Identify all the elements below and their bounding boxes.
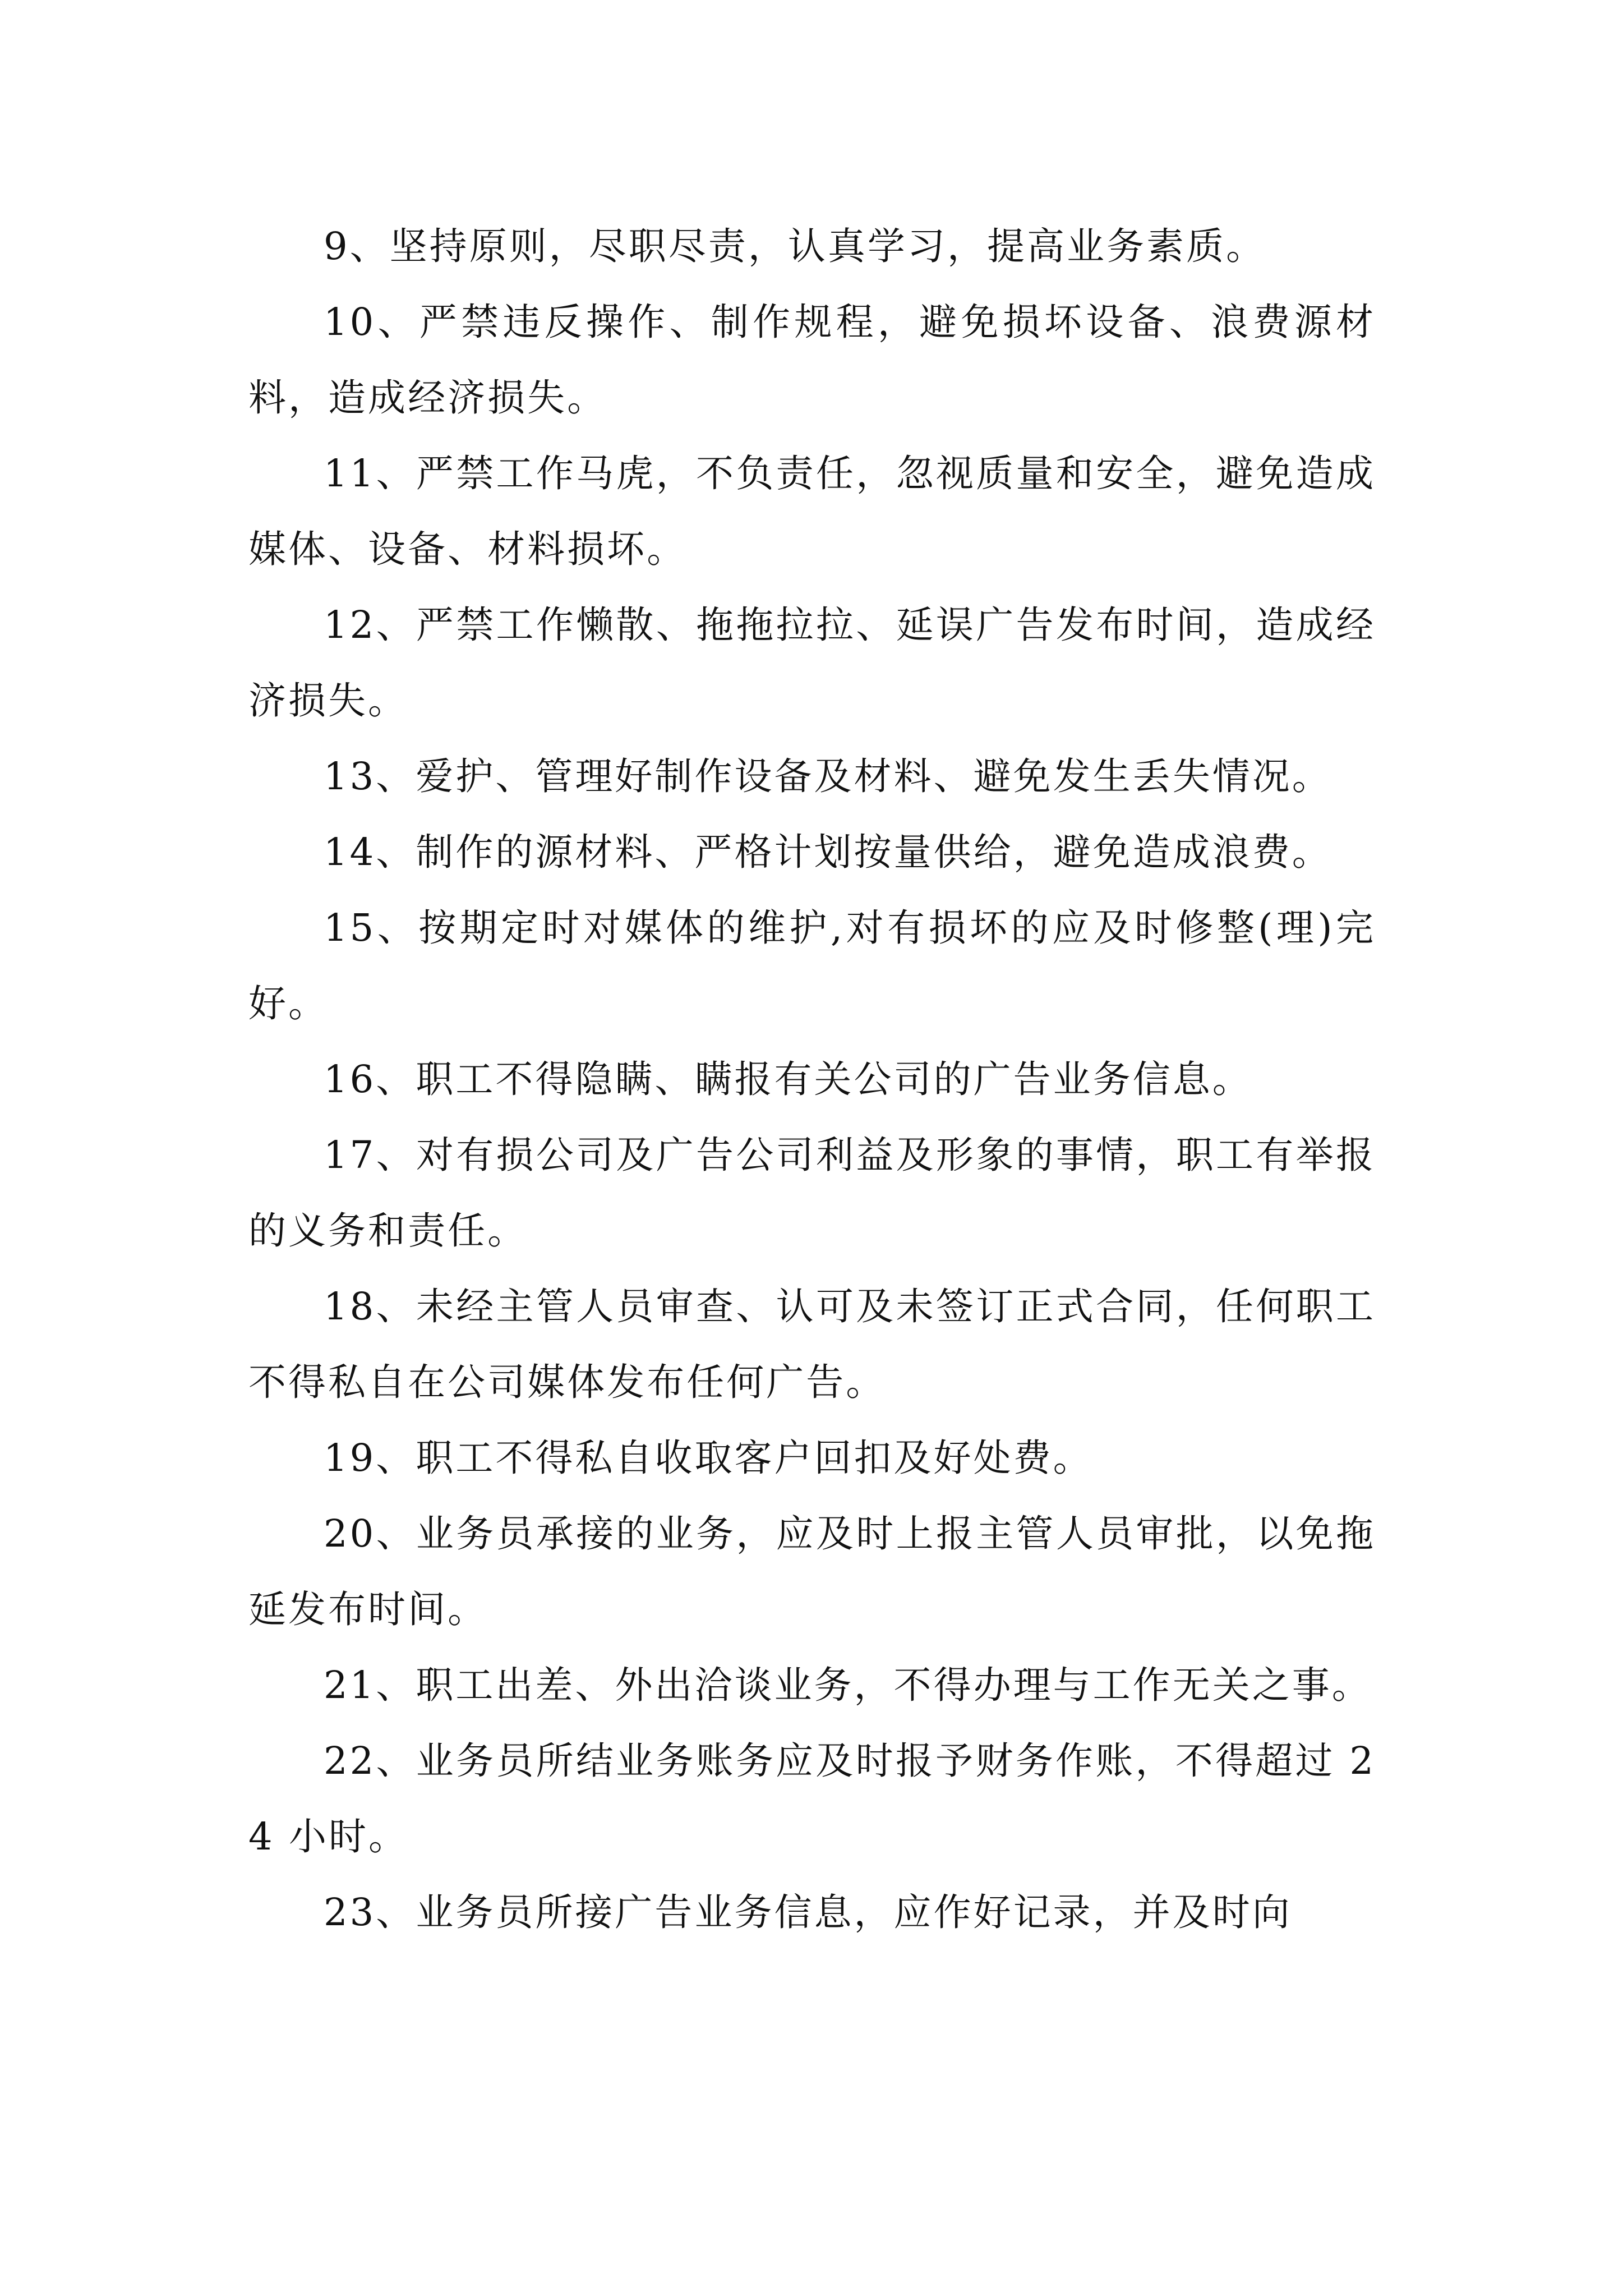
rule-item-23: 23、业务员所接广告业务信息，应作好记录，并及时向 <box>324 1890 1292 1934</box>
rule-item-12: 12、严禁工作懒散、拖拖拉拉、延误广告发布时间，造成经济损失。 <box>248 603 1376 723</box>
rule-item-10: 10、严禁违反操作、制作规程，避免损坏设备、浪费源材料，造成经济损失。 <box>248 300 1376 420</box>
rule-item-15: 15、按期定时对媒体的维护,对有损坏的应及时修整(理)完好。 <box>248 906 1376 1025</box>
rule-item-14: 14、制作的源材料、严格计划按量供给，避免造成浪费。 <box>324 830 1332 874</box>
rule-item-20: 20、业务员承接的业务，应及时上报主管人员审批，以免拖延发布时间。 <box>248 1512 1376 1631</box>
rule-item-13: 13、爱护、管理好制作设备及材料、避免发生丢失情况。 <box>324 754 1332 798</box>
rule-item-22: 22、业务员所结业务账务应及时报予财务作账，不得超过 24 小时。 <box>248 1739 1376 1858</box>
rule-item-21: 21、职工出差、外出洽谈业务，不得办理与工作无关之事。 <box>324 1663 1372 1707</box>
rule-item-9: 9、坚持原则，尽职尽责，认真学习，提高业务素质。 <box>324 224 1266 268</box>
rule-item-19: 19、职工不得私自收取客户回扣及好处费。 <box>324 1436 1093 1480</box>
document-body <box>248 209 1376 1950</box>
rule-item-17: 17、对有损公司及广告公司利益及形象的事情，职工有举报的义务和责任。 <box>248 1133 1376 1253</box>
rule-item-11: 11、严禁工作马虎，不负责任，忽视质量和安全，避免造成媒体、设备、材料损坏。 <box>248 452 1376 571</box>
rule-item-16: 16、职工不得隐瞒、瞒报有关公司的广告业务信息。 <box>324 1057 1252 1101</box>
rule-item-18: 18、未经主管人员审查、认可及未签订正式合同，任何职工不得私自在公司媒体发布任何广告。 <box>248 1285 1376 1404</box>
